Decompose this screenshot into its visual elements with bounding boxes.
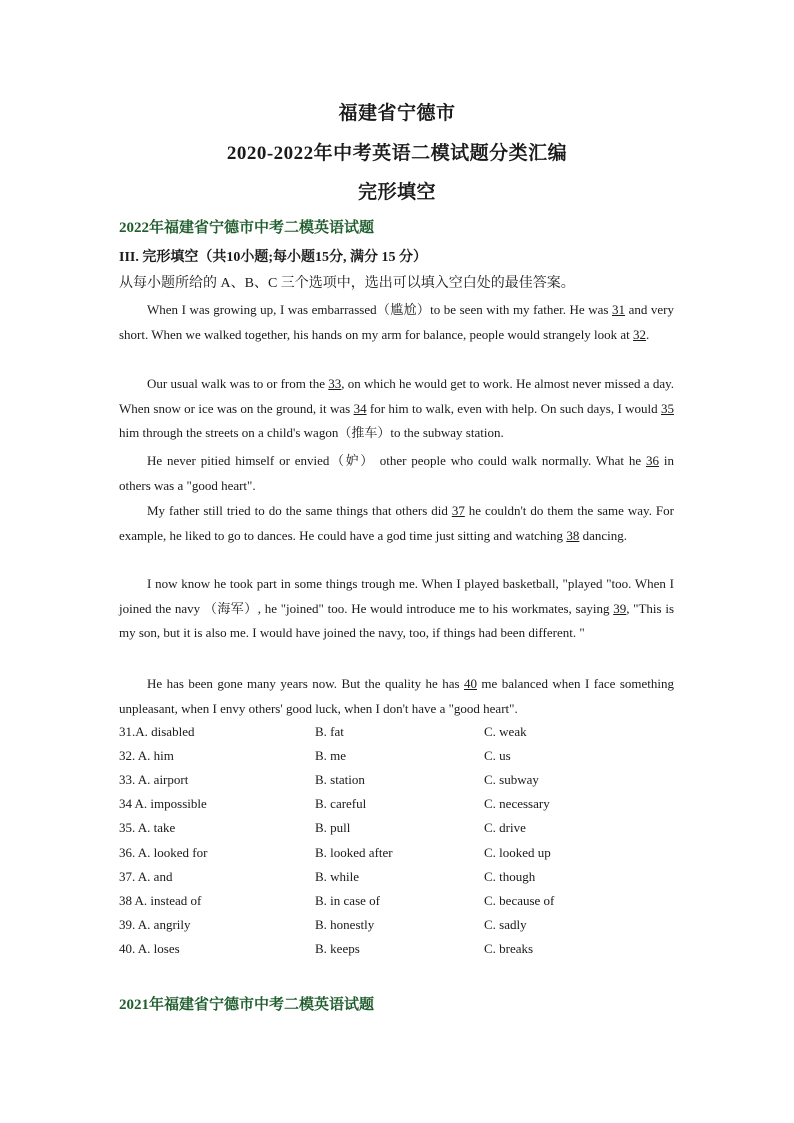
section-heading-2022: 2022年福建省宁德市中考二模英语试题 bbox=[119, 220, 375, 236]
blank-38: 38 bbox=[566, 527, 580, 543]
option-c: C. subway bbox=[484, 772, 539, 787]
blank-31: 31 bbox=[612, 302, 626, 317]
options-row bbox=[119, 869, 679, 893]
option-a: 39. A. angrily bbox=[119, 917, 191, 932]
doc-title-region: 福建省宁德市 bbox=[338, 103, 456, 124]
option-c: C. breaks bbox=[484, 941, 534, 956]
option-a: 40. A. loses bbox=[119, 941, 180, 956]
instruction-text: 从每小题所给的 A、B、C 三个选项中，选出可以填入空白处的最佳答案。 bbox=[119, 276, 575, 291]
option-c: C. because of bbox=[484, 893, 555, 908]
passage-paragraph bbox=[119, 298, 674, 347]
passage-paragraph bbox=[119, 372, 674, 446]
blank-33: 33 bbox=[328, 376, 342, 391]
part-heading: III. 完形填空（共10小题;每小题15分, 满分 15 分） bbox=[119, 250, 428, 265]
option-c: C. weak bbox=[484, 724, 527, 739]
options-row bbox=[119, 917, 679, 941]
passage-text: for him to walk, even with help. On such days, I would bbox=[366, 400, 661, 416]
passage-text: My father still tried to do the same things that others did bbox=[147, 503, 452, 518]
options-row bbox=[119, 820, 679, 844]
options-row bbox=[119, 941, 679, 965]
doc-title-main: 2020-2022年中考英语二模试题分类汇编 bbox=[226, 143, 568, 164]
option-c: C. drive bbox=[484, 820, 526, 835]
passage-text: Our usual walk was to or from the bbox=[147, 376, 329, 391]
passage-text: he couldn't do them the same way. For example, he liked to go to dances. He could have a god time just sitting and watching bbox=[119, 503, 674, 543]
passage-text: dancing. bbox=[579, 527, 627, 543]
option-b: B. while bbox=[315, 869, 360, 884]
passage-text: in others was a "good heart". bbox=[119, 453, 674, 493]
passage-text: . bbox=[646, 326, 650, 342]
passage-text: and very short. When we walked together, his hands on my arm for balance, people would strangely look at bbox=[119, 302, 674, 342]
option-b: B. in case of bbox=[315, 893, 380, 908]
passage-paragraph bbox=[119, 449, 674, 498]
blank-34: 34 bbox=[353, 400, 367, 416]
options-row bbox=[119, 893, 679, 917]
option-b: B. fat bbox=[315, 724, 344, 739]
option-b: B. me bbox=[315, 748, 347, 763]
option-c: C. us bbox=[484, 748, 511, 763]
passage-paragraph bbox=[119, 672, 674, 721]
option-c: C. necessary bbox=[484, 796, 550, 811]
passage-paragraph bbox=[119, 572, 674, 646]
option-a: 33. A. airport bbox=[119, 772, 189, 787]
option-a: 34 A. impossible bbox=[119, 796, 207, 811]
options-row bbox=[119, 772, 679, 796]
blank-40: 40 bbox=[464, 676, 477, 691]
passage-text: When I was growing up, I was embarrassed（尴尬）to be seen with my father. He was bbox=[147, 302, 613, 317]
passage-text: me balanced when I face something unpleasant, when I envy others' good luck, when I don't have a "good heart". bbox=[119, 676, 674, 716]
passage-text: him through the streets on a child's wagon（推车）to the subway station. bbox=[119, 425, 504, 440]
passage-text: , on which he would get to work. He almost never missed a day. When snow or ice was on the ground, it was bbox=[119, 376, 675, 416]
blank-36: 36 bbox=[646, 453, 660, 468]
doc-title-topic: 完形填空 bbox=[357, 182, 436, 203]
options-row bbox=[119, 796, 679, 820]
passage-text: I now know he took part in some things trough me. When I played basketball, "played "too. When I joined the navy （海军）, he "joined" too. He would introduce me to his workmates, saying bbox=[119, 576, 674, 616]
blank-35: 35 bbox=[661, 400, 674, 416]
option-b: B. honestly bbox=[315, 917, 375, 932]
passage-paragraph bbox=[119, 499, 674, 548]
option-c: C. though bbox=[484, 869, 536, 884]
option-c: C. sadly bbox=[484, 917, 527, 932]
option-a: 36. A. looked for bbox=[119, 845, 208, 860]
option-a: 35. A. take bbox=[119, 820, 176, 835]
option-c: C. looked up bbox=[484, 845, 551, 860]
option-b: B. looked after bbox=[315, 845, 393, 860]
option-b: B. pull bbox=[315, 820, 351, 835]
option-a: 38 A. instead of bbox=[119, 893, 202, 908]
options-row bbox=[119, 724, 679, 748]
passage-text: He has been gone many years now. But the quality he has bbox=[147, 676, 464, 691]
section-heading-2021: 2021年福建省宁德市中考二模英语试题 bbox=[119, 997, 375, 1013]
blank-39: 39 bbox=[613, 600, 627, 616]
passage-text: He never pitied himself or envied（妒） other people who could walk normally. What he bbox=[147, 453, 647, 468]
options-row bbox=[119, 748, 679, 772]
passage-text: , "This is my son, but it is also me. I would have joined the navy, too, if things had been different. " bbox=[119, 600, 675, 640]
options-row bbox=[119, 845, 679, 869]
option-b: B. station bbox=[315, 772, 365, 787]
option-a: 37. A. and bbox=[119, 869, 173, 884]
option-b: B. careful bbox=[315, 796, 367, 811]
blank-37: 37 bbox=[451, 503, 465, 518]
blank-32: 32 bbox=[633, 326, 647, 342]
option-a: 31.A. disabled bbox=[119, 724, 195, 739]
option-a: 32. A. him bbox=[119, 748, 174, 763]
option-b: B. keeps bbox=[315, 941, 360, 956]
